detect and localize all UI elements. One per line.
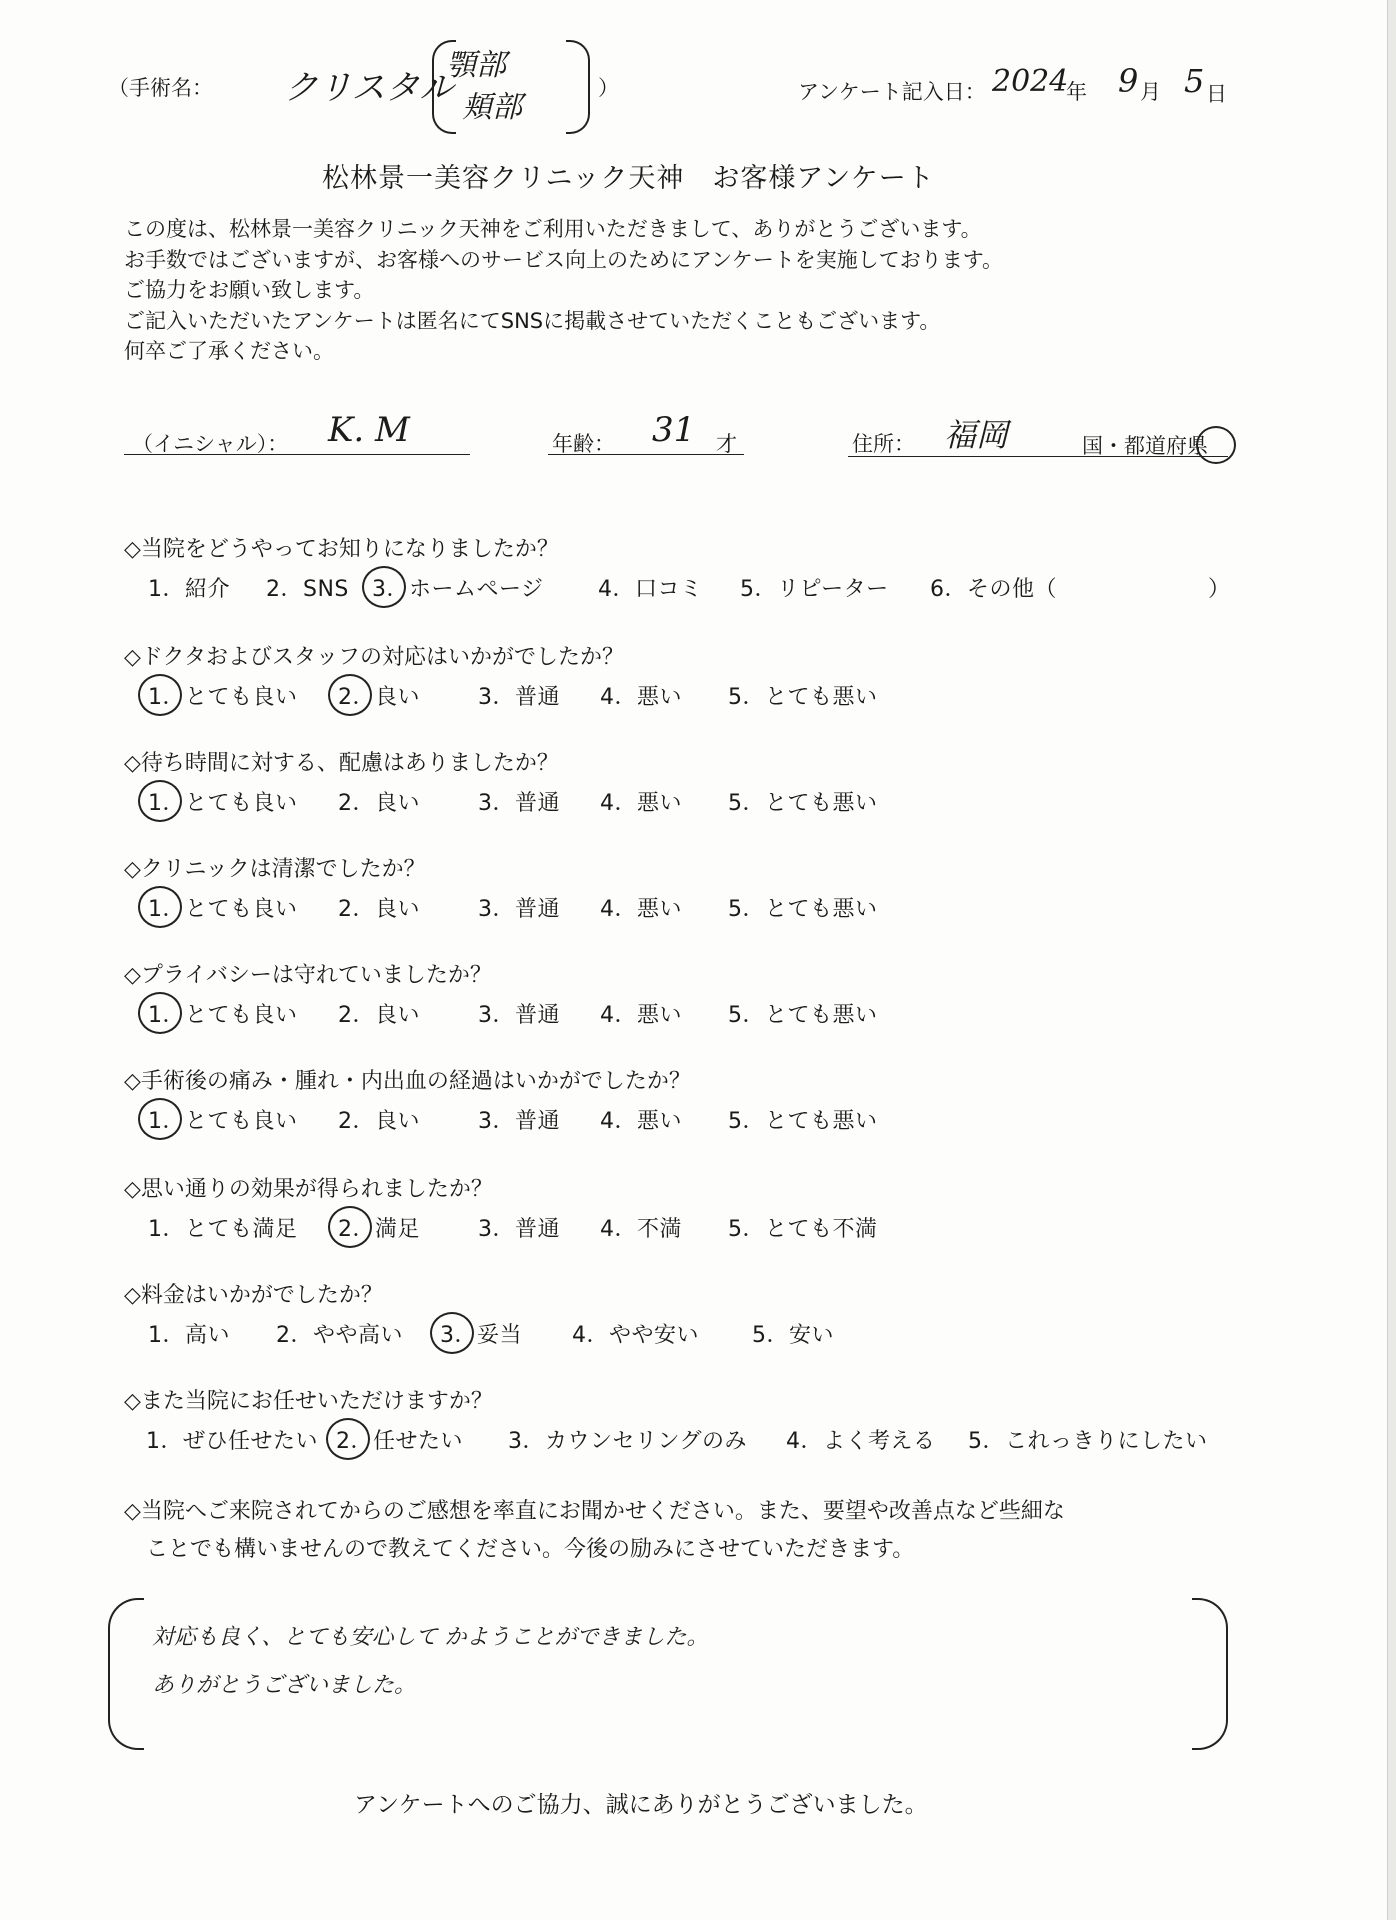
question-4-option-3[interactable]: 3．普通 (478, 897, 560, 922)
footer-thanks: アンケートへのご協力、誠にありがとうございました。 (354, 1792, 928, 1818)
prefecture-circle-mark (1196, 426, 1236, 464)
comment-bracket-left (108, 1598, 144, 1750)
question-9-selected-circle (326, 1418, 370, 1460)
question-6-option-4[interactable]: 4．悪い (600, 1109, 682, 1134)
age-value: 31 (652, 410, 696, 450)
surgery-sub-2: 頬部 (462, 90, 522, 125)
question-9-option-1[interactable]: 1．ぜひ任せたい (146, 1429, 318, 1454)
question-5-option-4[interactable]: 4．悪い (600, 1003, 682, 1028)
question-4-text: ◇クリニックは清潔でしたか？ (124, 857, 426, 882)
question-6-option-1[interactable]: 1．とても良い (148, 1109, 298, 1134)
question-8-option-3[interactable]: 3．妥当 (440, 1323, 522, 1348)
question-9-option-5[interactable]: 5．これっきりにしたい (968, 1429, 1208, 1454)
question-1-option-6[interactable]: 6．その他（ (930, 577, 1057, 602)
question-2-selected-circle (138, 674, 182, 716)
question-5-option-1[interactable]: 1．とても良い (148, 1003, 298, 1028)
question-9-option-2[interactable]: 2．任せたい (336, 1429, 463, 1454)
question-1-option-2[interactable]: 2．SNS (266, 577, 349, 602)
question-8-option-1[interactable]: 1．高い (148, 1323, 230, 1348)
question-3-option-5[interactable]: 5．とても悪い (728, 791, 878, 816)
question-5-option-3[interactable]: 3．普通 (478, 1003, 560, 1028)
age-underline (548, 454, 744, 455)
question-4-selected-circle (138, 886, 182, 928)
question-3-text: ◇待ち時間に対する、配慮はありましたか？ (124, 751, 559, 776)
question-2-option-4[interactable]: 4．悪い (600, 685, 682, 710)
comment-bracket-right (1192, 1598, 1228, 1750)
address-label: 住所： (852, 432, 915, 456)
question-7-option-2[interactable]: 2．満足 (338, 1217, 420, 1242)
question-8-option-4[interactable]: 4．やや安い (572, 1323, 699, 1348)
handwritten-paren-left (432, 40, 456, 134)
question-9-option-4[interactable]: 4．よく考える (786, 1429, 936, 1454)
question-8-option-2[interactable]: 2．やや高い (276, 1323, 403, 1348)
date-day: 5 (1184, 62, 1205, 100)
comment-box[interactable] (108, 1598, 1228, 1746)
question-5-option-5[interactable]: 5．とても悪い (728, 1003, 878, 1028)
question-7-selected-circle (328, 1206, 372, 1248)
question-9-option-3[interactable]: 3．カウンセリングのみ (508, 1429, 748, 1454)
question-5-selected-circle (138, 992, 182, 1034)
question-4-option-2[interactable]: 2．良い (338, 897, 420, 922)
question-1-option-7: ） (1208, 577, 1231, 602)
date-month: 9 (1118, 62, 1139, 100)
question-6-option-2[interactable]: 2．良い (338, 1109, 420, 1134)
question-5-option-2[interactable]: 2．良い (338, 1003, 420, 1028)
initial-value: K. M (328, 410, 410, 450)
date-year-unit: 年 (1066, 80, 1087, 104)
address-suffix: 国・都道府県 (1082, 434, 1208, 458)
intro-line-1: この度は、松林景一美容クリニック天神をご利用いただきまして、ありがとうございます。 (124, 217, 982, 241)
intro-line-5: 何卒ご了承ください。 (124, 339, 334, 363)
question-3-option-4[interactable]: 4．悪い (600, 791, 682, 816)
question-9-text: ◇また当院にお任せいただけますか？ (124, 1389, 493, 1414)
surgery-close-paren: ） (598, 76, 619, 100)
comment-prompt-line-2: ことでも構いませんので教えてください。今後の励みにさせていただきます。 (146, 1537, 915, 1562)
question-6-text: ◇手術後の痛み・腫れ・内出血の経過はいかがでしたか？ (124, 1069, 691, 1094)
question-7-option-1[interactable]: 1．とても満足 (148, 1217, 298, 1242)
date-label: アンケート記入日： (798, 80, 986, 104)
survey-title: 松林景一美容クリニック天神 お客様アンケート (322, 163, 935, 194)
initial-label: （イニシャル）： (132, 432, 289, 456)
handwritten-paren-right (566, 40, 590, 134)
question-4-option-1[interactable]: 1．とても良い (148, 897, 298, 922)
date-day-unit: 日 (1206, 82, 1227, 106)
question-2-option-1[interactable]: 1．とても良い (148, 685, 298, 710)
question-8-option-5[interactable]: 5．安い (752, 1323, 834, 1348)
question-4-option-5[interactable]: 5．とても悪い (728, 897, 878, 922)
intro-line-3: ご協力をお願い致します。 (124, 278, 375, 302)
question-1-option-5[interactable]: 5．リピーター (740, 577, 889, 602)
question-1-option-4[interactable]: 4．口コミ (598, 577, 703, 602)
question-1-option-1[interactable]: 1．紹介 (148, 577, 230, 602)
intro-line-4: ご記入いただいたアンケートは匿名にてSNSに掲載させていただくこともございます。 (124, 308, 941, 333)
question-7-text: ◇思い通りの効果が得られましたか？ (124, 1177, 493, 1202)
surgery-detail-group (432, 40, 592, 136)
surgery-sub-1: 顎部 (446, 48, 506, 83)
question-6-option-3[interactable]: 3．普通 (478, 1109, 560, 1134)
comment-prompt-line-1: ◇当院へご来院されてからのご感想を率直にお聞かせください。また、要望や改善点など些細な (124, 1499, 1065, 1524)
intro-line-2: お手数ではございますが、お客様へのサービス向上のためにアンケートを実施しております。 (124, 247, 1004, 272)
question-2-option-5[interactable]: 5．とても悪い (728, 685, 878, 710)
question-8-text: ◇料金はいかがでしたか？ (124, 1283, 383, 1308)
question-5-text: ◇プライバシーは守れていましたか？ (124, 963, 492, 988)
date-year: 2024 (992, 64, 1069, 99)
question-3-option-2[interactable]: 2．良い (338, 791, 420, 816)
surgery-label: （手術名： (108, 76, 213, 100)
question-3-option-1[interactable]: 1．とても良い (148, 791, 298, 816)
question-2-option-3[interactable]: 3．普通 (478, 685, 560, 710)
question-1-text: ◇当院をどうやってお知りになりましたか？ (124, 537, 559, 562)
address-underline (848, 456, 1228, 457)
question-3-option-3[interactable]: 3．普通 (478, 791, 560, 816)
question-7-option-5[interactable]: 5．とても不満 (728, 1217, 878, 1242)
question-7-option-4[interactable]: 4．不満 (600, 1217, 682, 1242)
question-2-selected-circle (328, 674, 372, 716)
date-month-unit: 月 (1140, 80, 1161, 104)
question-6-option-5[interactable]: 5．とても悪い (728, 1109, 878, 1134)
age-unit: 才 (716, 432, 737, 456)
address-value: 福岡 (944, 416, 1009, 454)
question-4-option-4[interactable]: 4．悪い (600, 897, 682, 922)
age-label: 年齢： (552, 432, 615, 456)
question-1-selected-circle (362, 566, 406, 608)
intro-text (124, 214, 1003, 367)
surgery-value: クリスタル (284, 68, 454, 108)
initial-underline (124, 454, 470, 455)
scan-edge (1387, 0, 1396, 1920)
comment-line-2: ありがとうございました。 (152, 1673, 417, 1698)
comment-line-1: 対応も良く、とても安心して かようことができました。 (152, 1625, 709, 1650)
question-7-option-3[interactable]: 3．普通 (478, 1217, 560, 1242)
question-2-option-2[interactable]: 2．良い (338, 685, 420, 710)
question-6-selected-circle (138, 1098, 182, 1140)
question-2-text: ◇ドクタおよびスタッフの対応はいかがでしたか？ (124, 645, 625, 670)
question-1-option-3[interactable]: 3．ホームページ (372, 577, 544, 602)
question-8-selected-circle (430, 1312, 474, 1354)
question-3-selected-circle (138, 780, 182, 822)
